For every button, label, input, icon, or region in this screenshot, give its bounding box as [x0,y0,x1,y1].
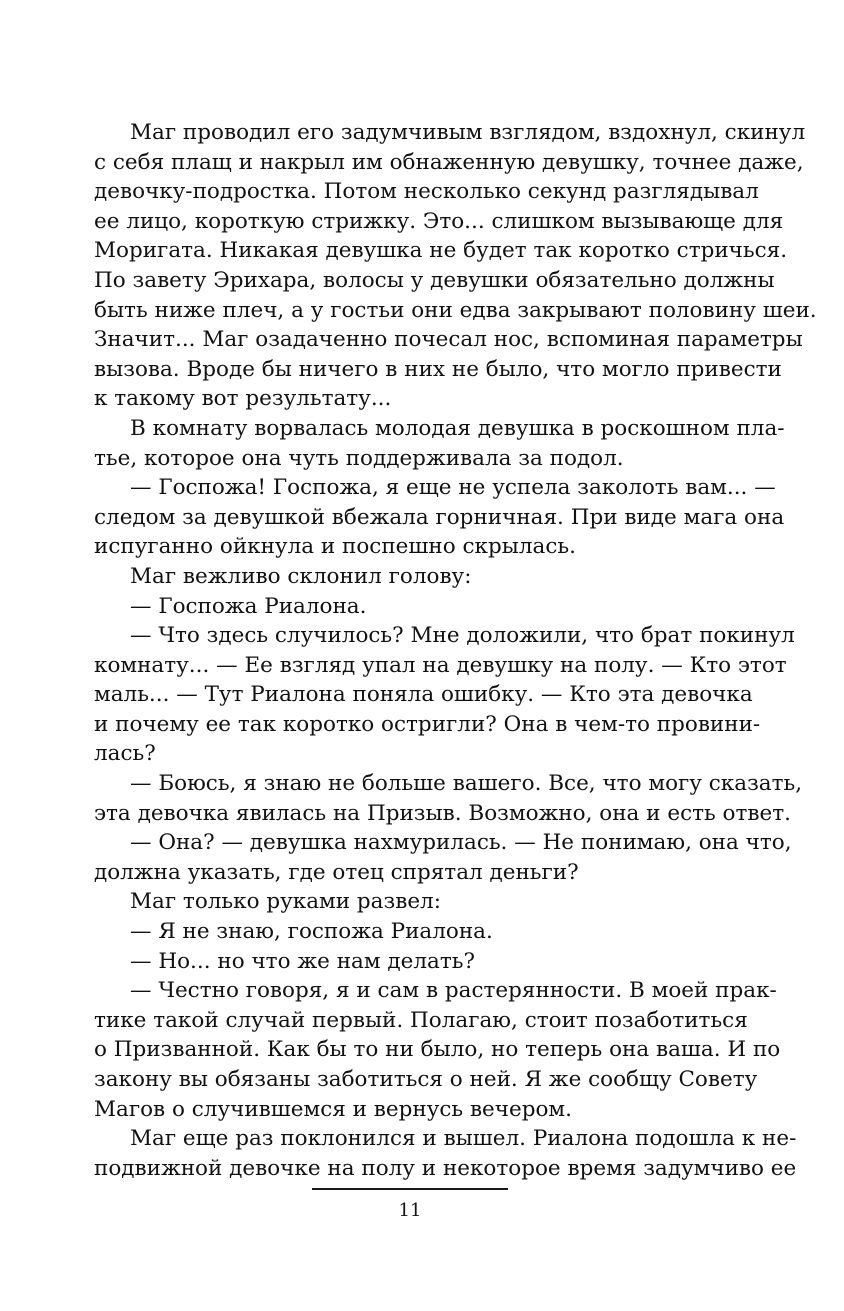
text-line: девочку-подростка. Потом несколько секунд разглядывал [94,179,759,205]
text-line: закону вы обязаны заботиться о ней. Я же сообщу Совету [94,1067,758,1092]
text-line: подвижной девочке на полу и некоторое время задумчиво ее [94,1155,797,1181]
text-line: тике такой случай первый. Полагаю, стоит позаботиться [94,1007,748,1033]
text-line: — Честно говоря, я и сам в растерянности. В моей прак- [130,978,777,1004]
text-line: Моригата. Никакая девушка не будет так коротко стричься. [94,238,788,264]
text-line: — Но... но что же нам делать? [130,948,475,974]
body-text [94,118,817,1183]
text-line: эта девочка явилась на Призыв. Возможно, она и есть ответ. [94,800,791,826]
text-line: Маг только руками развел: [130,889,441,915]
text-line: должна указать, где отец спрятал деньги? [94,859,579,885]
text-line: маль... — Тут Риалона поняла ошибку. — Кто эта девочка [94,682,753,708]
text-line: испуганно ойкнула и поспешно скрылась. [94,534,576,560]
text-line: — Госпожа! Госпожа, я еще не успела заколоть вам... — [130,475,776,501]
text-line: Магов о случившемся и вернусь вечером. [94,1096,572,1122]
text-line: — Боюсь, я знаю не больше вашего. Все, что могу сказать, [130,771,803,797]
text-line: — Госпожа Риалона. [130,593,367,619]
text-line: быть ниже плеч, а у гостьи они едва закрывают половину шеи. [94,297,817,323]
text-line: следом за девушкой вбежала горничная. При виде мага она [94,504,785,530]
text-line: По завету Эрихара, волосы у девушки обязательно должны [94,267,775,293]
page-number: 11 [398,1200,422,1221]
text-line: Маг проводил его задумчивым взглядом, вздохнул, скинул [130,120,806,145]
text-line: вызова. Вроде бы ничего в них не было, что могло привести [94,356,782,382]
footer-divider [312,1188,508,1190]
text-line: — Она? — девушка нахмурилась. — Не понимаю, она что, [130,830,792,856]
text-line: ее лицо, короткую стрижку. Это... слишком вызывающе для [94,208,784,234]
text-line: о Призванной. Как бы то ни было, но теперь она ваша. И по [94,1037,781,1063]
text-line: тье, которое она чуть поддерживала за подол. [94,445,624,471]
text-line: к такому вот результату... [94,386,392,412]
text-line: с себя плащ и накрыл им обнаженную девушку, точнее даже, [94,149,804,175]
text-line: и почему ее так коротко остригли? Она в чем-то провини- [94,711,761,737]
text-line: Значит... Маг озадаченно почесал нос, вспоминая параметры [94,327,803,353]
text-line: Маг еще раз поклонился и вышел. Риалона подошла к не- [130,1126,797,1152]
text-line: лась? [94,741,156,767]
text-line: — Что здесь случилось? Мне доложили, что брат покинул [130,623,795,649]
text-line: — Я не знаю, госпожа Риалона. [130,919,493,945]
text-line: В комнату ворвалась молодая девушка в роскошном пла- [130,415,785,441]
text-line: комнату... — Ее взгляд упал на девушку на полу. — Кто этот [94,652,787,678]
text-line: Маг вежливо склонил голову: [130,563,472,589]
